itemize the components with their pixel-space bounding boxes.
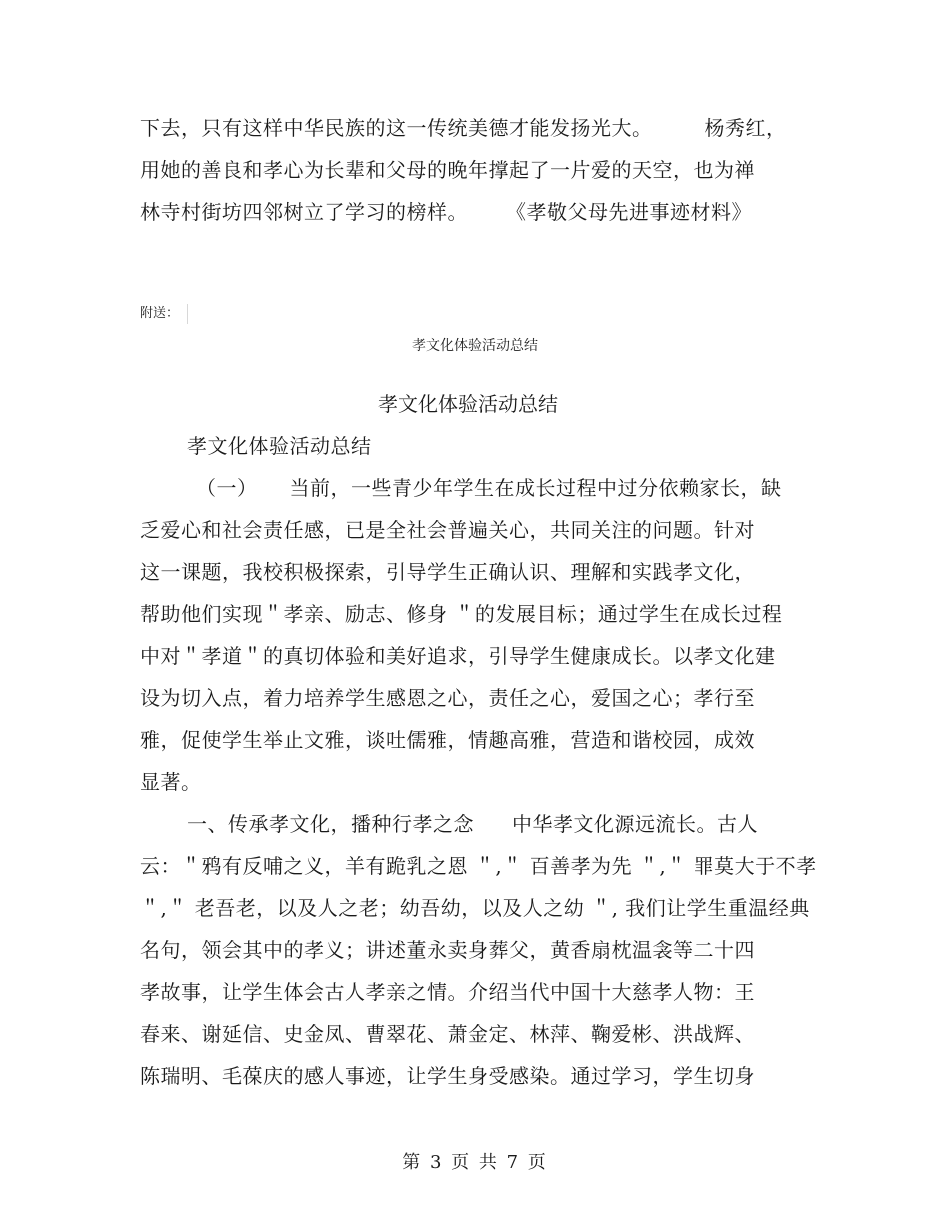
text-segment: 杨秀红， bbox=[704, 116, 787, 140]
text-line: 帮助他们实现＂孝亲、励志、修身 ＂的发展目标；通过学生在成长过程 bbox=[140, 602, 783, 626]
text-line: 用她的善良和孝心为长辈和父母的晚年撑起了一片爱的天空，也为禅 bbox=[140, 158, 755, 182]
text-line: 设为切入点，着力培养学生感恩之心，责任之心，爱国之心；孝行至 bbox=[140, 686, 755, 710]
attachment-label: 附送： bbox=[140, 306, 180, 321]
divider bbox=[187, 304, 188, 324]
text-segment: 当前，一些青少年学生在成长过程中过分依赖家长，缺 bbox=[289, 476, 782, 500]
text-line bbox=[140, 198, 752, 226]
text-line bbox=[196, 474, 782, 502]
text-line: 这一课题，我校积极探索，引导学生正确认识、理解和实践孝文化， bbox=[140, 560, 755, 584]
page-number: 第 3 页 共 7 页 bbox=[402, 1152, 548, 1173]
attachment-small-title: 孝文化体验活动总结 bbox=[412, 338, 538, 354]
section-heading: 一、传承孝文化，播种行孝之念 bbox=[187, 812, 474, 836]
text-segment: 林寺村街坊四邻树立了学习的榜样。 bbox=[140, 200, 468, 224]
text-line: ＂,＂ 老吾老，以及人之老；幼吾幼，以及人之幼 ＂, 我们让学生重温经典 bbox=[140, 896, 810, 920]
text-line: 乏爱心和社会责任感，已是全社会普遍关心，共同关注的问题。针对 bbox=[140, 518, 755, 542]
text-line: 云：＂鸦有反哺之义，羊有跪乳之恩 ＂,＂ 百善孝为先 ＂,＂ 罪莫大于不孝 bbox=[140, 854, 817, 878]
page-title: 孝文化体验活动总结 bbox=[378, 392, 558, 416]
text-line: 春来、谢延信、史金凤、曹翠花、萧金定、林萍、鞠爱彬、洪战辉、 bbox=[140, 1022, 755, 1046]
text-line: 显著。 bbox=[140, 770, 202, 794]
text-line: 孝故事，让学生体会古人孝亲之情。介绍当代中国十大慈孝人物：王 bbox=[140, 980, 755, 1004]
text-line: 雅，促使学生举止文雅，谈吐儒雅，情趣高雅，营造和谐校园，成效 bbox=[140, 728, 755, 752]
subtitle: 孝文化体验活动总结 bbox=[187, 434, 372, 458]
text-line: 名句，领会其中的孝义；讲述董永卖身葬父，黄香扇枕温衾等二十四 bbox=[140, 938, 755, 962]
text-segment: 《孝敬父母先进事迹材料》 bbox=[506, 200, 752, 224]
text-segment: 下去，只有这样中华民族的这一传统美德才能发扬光大。 bbox=[140, 116, 653, 140]
text-segment: 中华孝文化源远流长。古人 bbox=[512, 812, 758, 836]
text-line: 陈瑞明、毛葆庆的感人事迹，让学生身受感染。通过学习，学生切身 bbox=[140, 1064, 755, 1088]
text-line: 中对＂孝道＂的真切体验和美好追求，引导学生健康成长。以孝文化建 bbox=[140, 644, 776, 668]
text-line bbox=[187, 810, 758, 838]
text-segment: （一） bbox=[196, 476, 258, 500]
text-line bbox=[140, 114, 787, 142]
